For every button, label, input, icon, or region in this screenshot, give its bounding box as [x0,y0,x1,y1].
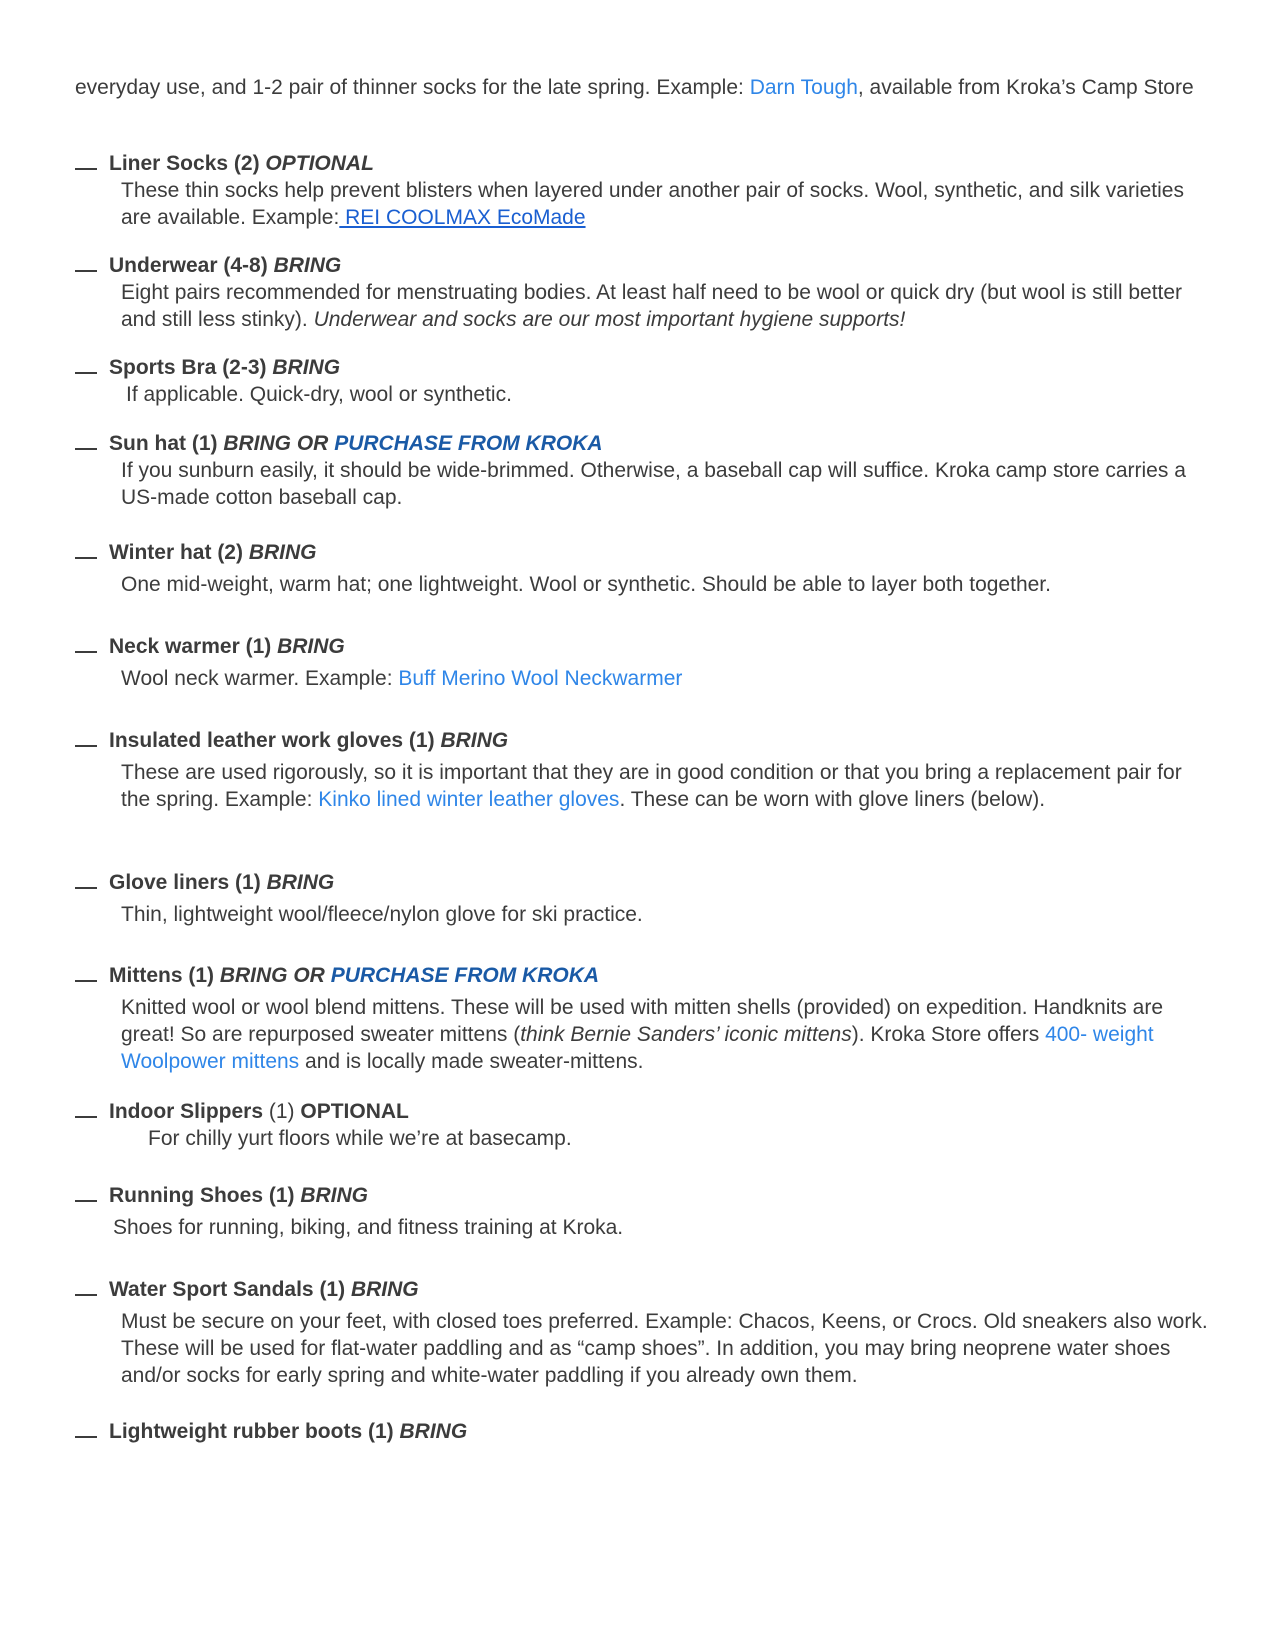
item-description [121,571,1215,598]
item-description [126,381,1215,408]
item-heading [0,727,1275,754]
description-text: Eight pairs recommended for menstruating bodies. At least half need to be wool or quick dry (but wool is still better and still less stinky). [121,281,1183,331]
item-heading [0,354,1275,381]
checkbox-blank[interactable] [75,964,97,982]
description-italic: Underwear and socks are our most important hygiene supports! [313,308,906,331]
list-item [0,252,1275,333]
checkbox-blank[interactable] [75,1100,97,1118]
item-heading [0,1418,1275,1445]
description-text: Thin, lightweight wool/fleece/nylon glove for ski practice. [121,903,643,926]
item-description [121,901,1215,928]
description-text-end: and is locally made sweater-mittens. [299,1050,644,1073]
rei-coolmax-link[interactable]: REI COOLMAX EcoMade [339,206,586,229]
description-text: One mid-weight, warm hat; one lightweight. Wool or synthetic. Should be able to layer both together. [121,573,1051,596]
item-description [121,994,1215,1075]
item-name: Lightweight rubber boots [109,1420,363,1443]
item-status: BRING [248,541,317,564]
item-name: Indoor Slippers [109,1100,264,1123]
checkbox-blank[interactable] [75,635,97,653]
item-qty: (1) [239,635,278,658]
item-status: BRING [273,254,342,277]
list-item [0,539,1275,598]
darn-tough-link[interactable]: Darn Tough [749,76,858,99]
item-heading [0,150,1275,177]
description-text: Wool neck warmer. Example: [121,667,399,690]
list-item [0,633,1275,692]
description-text: If applicable. Quick-dry, wool or synthetic. [126,383,512,406]
checkbox-blank[interactable] [75,1278,97,1296]
intro-text: everyday use, and 1-2 pair of thinner socks for the late spring. Example: [75,76,750,99]
item-name: Sports Bra [109,356,217,379]
item-qty: (4-8) [217,254,274,277]
list-item [0,1418,1275,1445]
intro-paragraph [75,74,1205,101]
item-name: Underwear [109,254,218,277]
list-item [0,727,1275,813]
description-text-mid: ). Kroka Store offers [851,1023,1046,1046]
item-qty: (1) [182,964,220,987]
list-item [0,1276,1275,1389]
description-text: These are used rigorously, so it is important that they are in good condition or that you bring a replacement pair for the spring. Example: [121,761,1182,811]
list-item [0,430,1275,511]
description-text: For chilly yurt floors while we’re at basecamp. [148,1127,572,1150]
item-status: BRING [399,1420,468,1443]
list-item [0,354,1275,408]
item-name: Winter hat [109,541,212,564]
woolpower-mittens-link[interactable]: 400- weight Woolpower mittens [121,1023,1154,1073]
item-qty: (2) [211,541,249,564]
item-heading [0,430,1275,457]
description-text: Must be secure on your feet, with closed toes preferred. Example: Chacos, Keens, or Crocs. Old sneakers also work. These will be used for flat-water paddling and as “camp shoes”. In addition, you may bring neoprene water shoes and/or socks for early spring and white-water paddling if you already own them. [121,1310,1208,1387]
list-item [0,962,1275,1075]
item-description [121,279,1215,333]
item-name: Insulated leather work gloves [109,729,404,752]
item-status: BRING OR [223,432,335,455]
item-status: BRING [277,635,345,658]
item-status: OPTIONAL [300,1100,409,1123]
item-qty: (2-3) [216,356,273,379]
description-text: If you sunburn easily, it should be wide-brimmed. Otherwise, a baseball cap will suffice. Kroka camp store carries a US-made cotton baseball cap. [121,459,1186,509]
item-qty: (1) [229,871,267,894]
purchase-link[interactable]: PURCHASE FROM KROKA [334,432,603,455]
checkbox-blank[interactable] [75,729,97,747]
item-qty: (1) [263,1100,301,1123]
checkbox-blank[interactable] [75,1420,97,1438]
item-qty: (2) [228,152,266,175]
item-description [121,665,1215,692]
kinko-gloves-link[interactable]: Kinko lined winter leather gloves [318,788,620,811]
item-description [121,759,1215,813]
item-status: BRING [300,1184,369,1207]
item-heading [0,633,1275,660]
item-name: Mittens [109,964,183,987]
item-status: BRING [440,729,509,752]
item-heading [0,1098,1275,1125]
description-text: Knitted wool or wool blend mittens. These will be used with mitten shells (provided) on expedition. Handknits are great! So are repurposed sweater mittens ( [121,996,1163,1046]
checkbox-blank[interactable] [75,152,97,170]
list-item [0,1098,1275,1152]
item-description [121,177,1215,231]
item-description [113,1214,1215,1241]
item-name: Neck warmer [109,635,240,658]
item-name: Glove liners [109,871,230,894]
item-heading [0,1182,1275,1209]
item-heading [0,539,1275,566]
list-item [0,150,1275,231]
buff-neckwarmer-link[interactable]: Buff Merino Wool Neckwarmer [398,667,683,690]
checkbox-blank[interactable] [75,432,97,450]
list-item [0,1182,1275,1241]
intro-text-end: , available from Kroka’s Camp Store [857,76,1194,99]
item-heading [0,869,1275,896]
checkbox-blank[interactable] [75,1184,97,1202]
item-name: Water Sport Sandals [109,1278,314,1301]
item-name: Sun hat [109,432,186,455]
item-heading [0,962,1275,989]
item-description [121,1308,1215,1389]
item-name: Liner Socks [109,152,229,175]
item-heading [0,1276,1275,1303]
item-status: OPTIONAL [265,152,374,175]
description-text: These thin socks help prevent blisters when layered under another pair of socks. Wool, synthetic, and silk varieties are available. Example: [121,179,1184,229]
checkbox-blank[interactable] [75,254,97,272]
description-text: Shoes for running, biking, and fitness training at Kroka. [113,1216,624,1239]
item-qty: (1) [186,432,224,455]
item-qty: (1) [403,729,441,752]
list-item [0,869,1275,928]
purchase-link[interactable]: PURCHASE FROM KROKA [330,964,600,987]
item-description [148,1125,1215,1152]
item-qty: (1) [362,1420,400,1443]
item-qty: (1) [263,1184,301,1207]
item-status: BRING OR [219,964,331,987]
item-status: BRING [272,356,341,379]
item-qty: (1) [313,1278,351,1301]
checkbox-blank[interactable] [75,871,97,889]
checkbox-blank[interactable] [75,541,97,559]
description-italic: think Bernie Sanders’ iconic mittens [520,1023,852,1046]
checkbox-blank[interactable] [75,356,97,374]
item-status: BRING [266,871,335,894]
item-description [121,457,1215,511]
item-heading [0,252,1275,279]
item-name: Running Shoes [109,1184,263,1207]
description-text-end: . These can be worn with glove liners (below). [619,788,1046,811]
item-status: BRING [350,1278,419,1301]
